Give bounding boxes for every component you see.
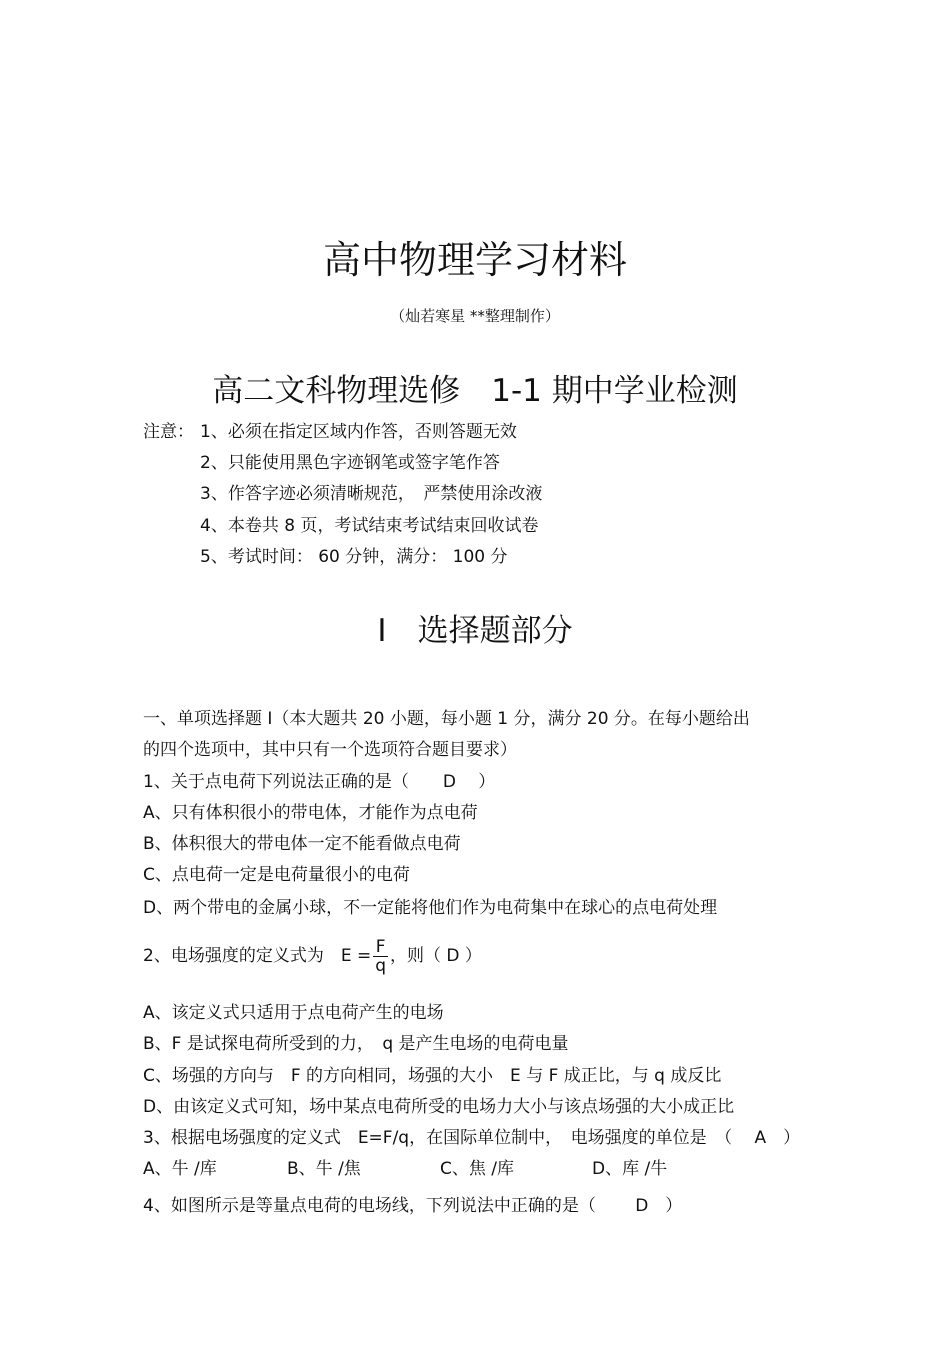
question-2-option-c: C、场强的方向与 F 的方向相同，场强的大小 E 与 F 成正比，与 q 成反比 (143, 1066, 722, 1086)
notice-item-1: 1、必须在指定区域内作答，否则答题无效 (200, 422, 517, 442)
question-2-stem (143, 934, 482, 978)
part1-intro-line2: 的四个选项中，其中只有一个选项符合题目要求） (143, 740, 517, 760)
document-title: 高中物理学习材料 (322, 238, 627, 282)
notice-item-3: 3、作答字迹必须清晰规范， 严禁使用涂改液 (200, 484, 543, 504)
field-strength-fraction (373, 938, 388, 975)
question-2-stem-post: ，则（ D ） (390, 946, 482, 966)
question-1-stem: 1、关于点电荷下列说法正确的是（ D ） (143, 772, 496, 792)
question-2-option-d: D、由该定义式可知，场中某点电荷所受的电场力大小与该点场强的大小成正比 (143, 1097, 735, 1117)
question-2-option-b: B、F 是试探电荷所受到的力， q 是产生电场的电荷电量 (143, 1034, 569, 1054)
notice-item-4: 4、本卷共 8 页，考试结束考试结束回收试卷 (200, 516, 539, 536)
question-3-option-a: A、牛 /库 (143, 1159, 217, 1179)
section-title: Ⅰ 选择题部分 (377, 613, 573, 649)
document-subtitle: （灿若寒星 **整理制作） (390, 307, 560, 325)
notice-label: 注意： (143, 422, 194, 442)
question-1-option-d: D、两个带电的金属小球，不一定能将他们作为电荷集中在球心的点电荷处理 (143, 898, 718, 918)
part1-intro-line1: 一、单项选择题 Ⅰ（本大题共 20 小题，每小题 1 分，满分 20 分。在每小题给出 (143, 709, 750, 729)
question-2-option-a: A、该定义式只适用于点电荷产生的电场 (143, 1003, 444, 1023)
question-3-option-c: C、焦 /库 (440, 1159, 515, 1179)
question-2-stem-pre: 2、电场强度的定义式为 E = (143, 946, 372, 966)
question-4-stem: 4、如图所示是等量点电荷的电场线，下列说法中正确的是（ D ） (143, 1196, 683, 1216)
fraction-numerator: F (373, 938, 388, 957)
question-3-option-b: B、牛 /焦 (287, 1159, 361, 1179)
notice-item-2: 2、只能使用黑色字迹钢笔或签字笔作答 (200, 453, 500, 473)
question-1-option-b: B、体积很大的带电体一定不能看做点电荷 (143, 834, 461, 854)
exam-title: 高二文科物理选修 1-1 期中学业检测 (212, 373, 738, 409)
question-1-option-c: C、点电荷一定是电荷量很小的电荷 (143, 865, 410, 885)
notice-item-5: 5、考试时间： 60 分钟，满分： 100 分 (200, 547, 508, 567)
question-3-stem: 3、根据电场强度的定义式 E=F/q，在国际单位制中， 电场强度的单位是 （ A ） (143, 1128, 801, 1148)
question-1-option-a: A、只有体积很小的带电体，才能作为点电荷 (143, 803, 478, 823)
question-3-option-d: D、库 /牛 (592, 1159, 668, 1179)
fraction-denominator: q (375, 955, 387, 976)
